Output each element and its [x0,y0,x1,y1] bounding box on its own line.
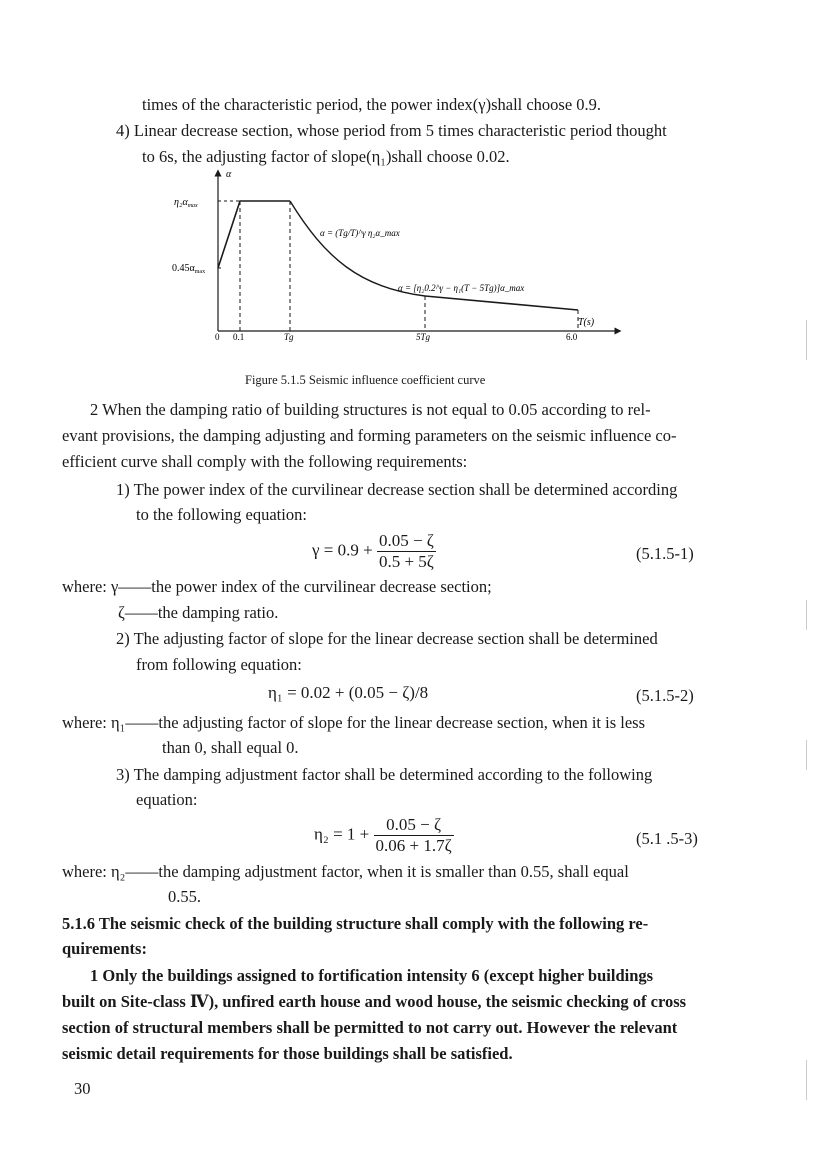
text-line: quirements: [62,939,147,958]
plateau-curve [218,201,290,268]
equation-number: (5.1 .5-3) [636,829,698,848]
list-item-1: 1) The power index of the curvilinear decrease section shall be determined according [116,480,678,499]
margin-mark [806,320,807,360]
text-line: to the following equation: [136,505,307,524]
text-line: 1 Only the buildings assigned to fortification intensity 6 (except higher buildings [90,966,654,985]
text-line: from following equation: [136,655,302,674]
equation-number: (5.1.5-1) [636,544,694,563]
margin-mark [806,600,807,630]
tick-Tg: Tg [284,332,294,342]
section-heading: 5.1.6 The seismic check of the building structure shall comply with the following re- [62,914,649,933]
y-axis-label: α [226,169,232,180]
list-item-3: 3) The damping adjustment factor shall be determined according to the following [116,765,653,784]
where-eta1: where: η₁——the adjusting factor of slope for the linear decrease section, when it is less [62,713,645,732]
page-number: 30 [74,1079,91,1098]
text-line: than 0, shall equal 0. [162,738,299,757]
text-line: 0.55. [168,887,201,906]
list-item-4: 4) Linear decrease section, whose period from 5 times characteristic period thought [116,121,667,140]
text-line: times of the characteristic period, the power index(γ)shall choose 0.9. [142,95,602,114]
text-line: to 6s, the adjusting factor of slope(η₁)shall choose 0.02. [142,147,510,166]
where-gamma: where: γ——the power index of the curvilinear decrease section; [62,577,492,596]
where-eta2: where: η₂——the damping adjustment factor, when it is smaller than 0.55, shall equal [62,862,629,881]
tick-5Tg: 5Tg [416,332,431,342]
label-045-amax: $0.45\alpha_{max}$ [172,263,206,275]
text-line: seismic detail requirements for those buildings shall be satisfied. [62,1044,513,1063]
margin-mark [806,740,807,770]
tick-0: 0 [215,332,220,342]
curve-equation: α = (Tg/T)^γ η₂α_max [320,228,400,238]
equation-5-1-5-1: γ = 0.9 + $\frac{0.05 - \zeta}{0.5 + 5\zeta}$ [312,531,434,571]
text-line: built on Site-class Ⅳ), unfired earth house and wood house, the seismic checking of cross [62,992,687,1011]
text-line: section of structural members shall be permitted to not carry out. However the relevant [62,1018,678,1037]
line-equation: α = [η₂0.2^γ − η₁(T − 5Tg)]α_max [398,283,525,293]
equation-5-1-5-3: η₂ = 1 + $\frac{0.05 - \zeta}{0.06 + 1.7\zeta}$ [314,815,452,855]
text-line: efficient curve shall comply with the following requirements: [62,452,468,471]
tick-0-1: 0.1 [233,332,245,342]
figure-caption: Figure 5.1.5 Seismic influence coefficient curve [245,373,486,387]
equation-number: (5.1.5-2) [636,686,694,705]
margin-mark [806,1060,807,1100]
equation-5-1-5-2: η₁ = 0.02 + (0.05 − ζ)/8 [268,683,429,702]
x-axis-label: T(s) [578,317,595,328]
tick-6: 6.0 [566,332,578,342]
seismic-curve-figure [160,163,630,348]
label-eta2-amax: $\eta_2\alpha_{max}$ [174,197,198,209]
text-line: equation: [136,790,198,809]
text-line: evant provisions, the damping adjusting and forming parameters on the seismic influence co- [62,426,677,445]
list-item-2: 2) The adjusting factor of slope for the linear decrease section shall be determined [116,629,658,648]
curvilinear-decrease [290,201,425,296]
where-zeta: ζ——the damping ratio. [118,603,279,622]
text-line: 2 When the damping ratio of building structures is not equal to 0.05 according to rel- [90,400,651,419]
linear-decrease [425,296,578,310]
